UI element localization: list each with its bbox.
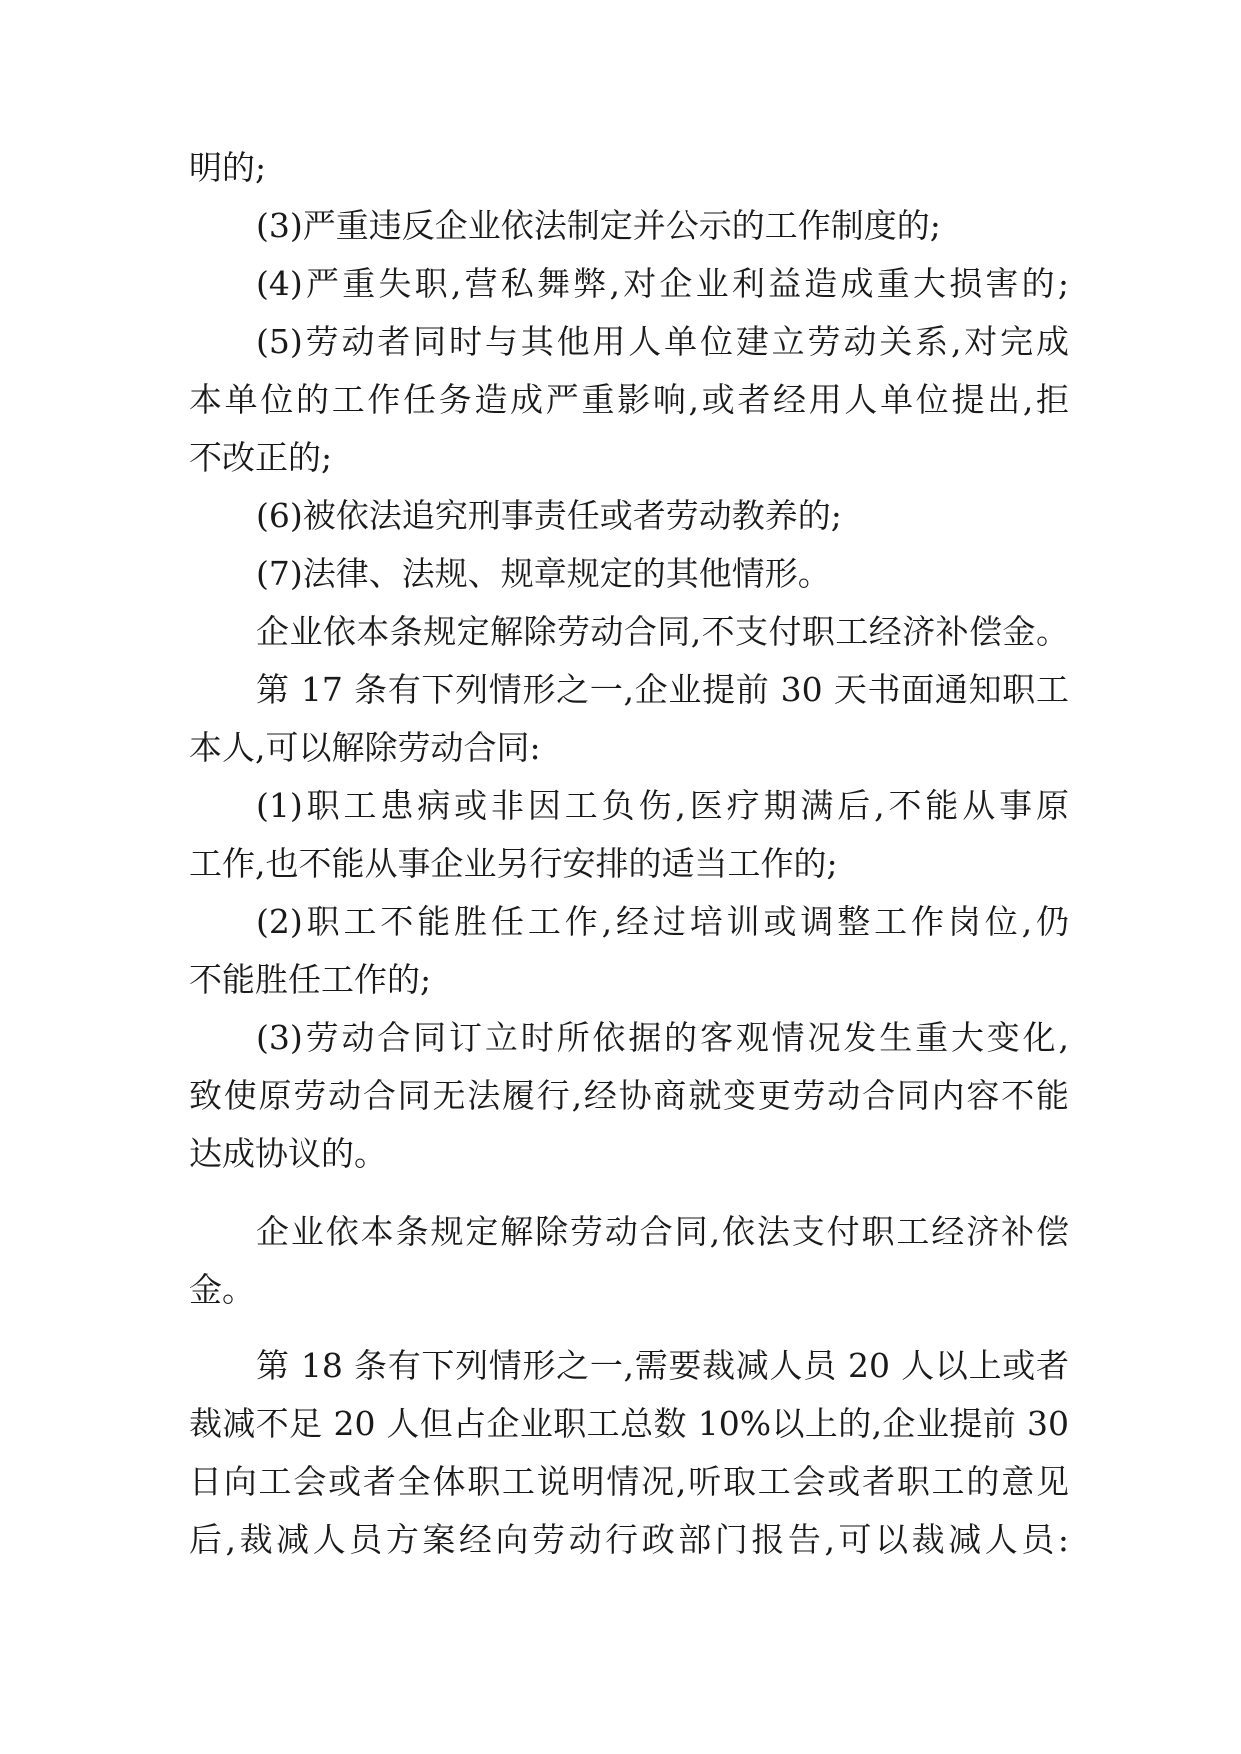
text-line: 不改正的;: [189, 438, 333, 477]
text-line: (5)劳动者同时与其他用人单位建立劳动关系,对完成: [256, 322, 1069, 361]
text-line: 裁减不足 20 人但占企业职工总数 10%以上的,企业提前 30: [189, 1404, 1069, 1443]
text-line: 第 17 条有下列情形之一,企业提前 30 天书面通知职工: [256, 670, 1069, 709]
text-line: 本单位的工作任务造成严重影响,或者经用人单位提出,拒: [189, 380, 1069, 419]
text-line: 日向工会或者全体职工说明情况,听取工会或者职工的意见: [189, 1462, 1069, 1501]
text-line: 企业依本条规定解除劳动合同,依法支付职工经济补偿: [256, 1212, 1069, 1251]
text-line: 企业依本条规定解除劳动合同,不支付职工经济补偿金。: [256, 612, 1069, 651]
text-line: (7)法律、法规、规章规定的其他情形。: [256, 554, 831, 593]
text-line: (1)职工患病或非因工负伤,医疗期满后,不能从事原: [256, 786, 1069, 825]
text-line: (3)严重违反企业依法制定并公示的工作制度的;: [256, 206, 941, 245]
text-line: 不能胜任工作的;: [189, 960, 432, 999]
text-line: 后,裁减人员方案经向劳动行政部门报告,可以裁减人员:: [189, 1520, 1069, 1559]
text-line: 金。: [189, 1270, 255, 1309]
text-line: 达成协议的。: [189, 1134, 387, 1173]
text-line: 第 18 条有下列情形之一,需要裁减人员 20 人以上或者: [256, 1346, 1069, 1385]
text-line: (3)劳动合同订立时所依据的客观情况发生重大变化,: [256, 1018, 1069, 1057]
text-line: 致使原劳动合同无法履行,经协商就变更劳动合同内容不能: [189, 1076, 1069, 1115]
text-line: 明的;: [189, 148, 267, 187]
text-line: 本人,可以解除劳动合同:: [189, 728, 541, 767]
text-line: (6)被依法追究刑事责任或者劳动教养的;: [256, 496, 842, 535]
text-line: (2)职工不能胜任工作,经过培训或调整工作岗位,仍: [256, 902, 1069, 941]
text-line: (4)严重失职,营私舞弊,对企业利益造成重大损害的;: [256, 264, 1069, 303]
text-line: 工作,也不能从事企业另行安排的适当工作的;: [189, 844, 838, 883]
